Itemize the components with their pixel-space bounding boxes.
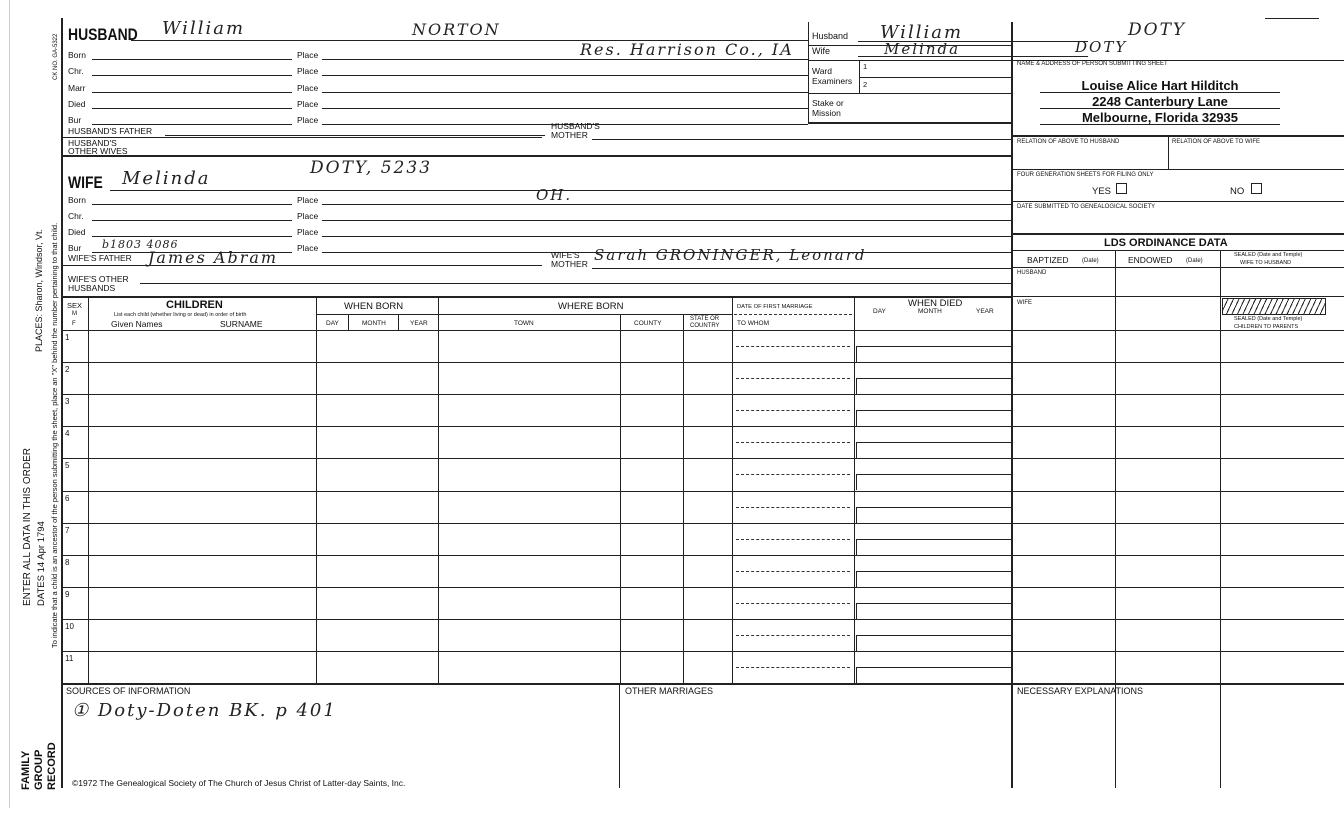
wifes-other-husbands-label-2: HUSBANDS	[68, 283, 116, 293]
husband-chr-place-label: Place	[297, 66, 319, 76]
rh-husband-value: William	[880, 22, 964, 43]
lds-row-divider	[1011, 619, 1344, 620]
submitter-city: Melbourne, Florida 32935	[1081, 110, 1239, 125]
endowed-date-label: (Date)	[1186, 258, 1203, 264]
no-checkbox[interactable]	[1251, 183, 1262, 194]
wifes-other-husbands-label-1: WIFE'S OTHER	[68, 274, 129, 284]
wife-died-label: Died	[68, 227, 86, 237]
fgr-record: RECORD	[46, 742, 58, 790]
stake-label-1: Stake or	[812, 98, 844, 108]
lds-row-divider	[1011, 394, 1344, 395]
sources-value: ① Doty-Doten BK. p 401	[72, 700, 337, 721]
sealed-wife-label-2: WIFE TO HUSBAND	[1240, 260, 1292, 266]
wifes-mother-label-2: MOTHER	[551, 259, 588, 269]
died-date-line	[856, 442, 1011, 443]
no-label: NO	[1230, 186, 1245, 197]
relation-wife-label: RELATION OF ABOVE TO WIFE	[1172, 139, 1261, 145]
wife-chr-label: Chr.	[68, 211, 84, 221]
child-row-number: 9	[65, 589, 70, 599]
rh-husband-label: Husband	[812, 31, 849, 41]
sealed-wife-label-1: SEALED (Date and Temple)	[1234, 252, 1303, 258]
wifes-mother-value: Sarah GRONINGER, Leonard	[594, 246, 867, 264]
child-row-divider	[62, 619, 1011, 620]
died-date-tick	[856, 635, 857, 651]
child-row-divider	[62, 555, 1011, 556]
died-date-line	[856, 539, 1011, 540]
state-header-2: COUNTRY	[690, 323, 720, 329]
enter-data-order: ENTER ALL DATA IN THIS ORDER	[22, 448, 33, 606]
surname-header: SURNAME	[220, 319, 263, 329]
child-row-number: 3	[65, 397, 70, 407]
husband-bur-label: Bur	[68, 115, 82, 125]
to-whom-header: TO WHOM	[737, 320, 770, 327]
marriage-date-line	[736, 474, 850, 475]
lds-row-divider	[1011, 491, 1344, 492]
county-header: COUNTY	[634, 320, 662, 327]
child-row-number: 7	[65, 525, 70, 535]
child-row-divider	[62, 362, 1011, 363]
lds-row-divider	[1011, 523, 1344, 524]
sealed-children-label-1: SEALED (Date and Temple)	[1234, 316, 1303, 322]
four-generation-label: FOUR GENERATION SHEETS FOR FILING ONLY	[1017, 172, 1154, 178]
husbands-other-wives-label-1: HUSBAND'S	[68, 138, 117, 148]
copyright: ©1972 The Genealogical Society of The Church of Jesus Christ of Latter-day Saints, Inc.	[72, 778, 406, 788]
rh-wife-value: Melinda	[884, 40, 961, 58]
marriage-date-line	[736, 378, 850, 379]
husband-born-place: Res. Harrison Co., IA	[580, 40, 794, 59]
submitter-street: 2248 Canterbury Lane	[1092, 94, 1228, 109]
dates-order: DATES 14 Apr 1794	[36, 521, 47, 606]
husband-born-place-label: Place	[297, 50, 319, 60]
child-row-number: 1	[65, 333, 70, 342]
endowed-label: ENDOWED	[1128, 255, 1173, 265]
submitter-name: Louise Alice Hart Hilditch	[1081, 78, 1239, 93]
husband-bur-place-label: Place	[297, 115, 319, 125]
wife-born-place: OH.	[536, 186, 573, 204]
died-date-line	[856, 474, 1011, 475]
wife-bur-label: Bur	[68, 243, 82, 253]
yes-checkbox[interactable]	[1116, 183, 1127, 194]
when-died-header: WHEN DIED	[908, 298, 963, 309]
town-header: TOWN	[514, 320, 534, 327]
baptized-label: BAPTIZED	[1027, 255, 1069, 265]
child-row-number: 6	[65, 493, 70, 503]
wife-died-place-label: Place	[297, 227, 319, 237]
child-row-divider	[62, 426, 1011, 427]
where-born-header: WHERE BORN	[558, 301, 624, 312]
lds-wife-label: WIFE	[1017, 300, 1032, 306]
husband-marr-place-label: Place	[297, 83, 319, 93]
child-row-divider	[62, 651, 1011, 652]
born-year-header: YEAR	[410, 320, 428, 327]
lds-husband-label: HUSBAND	[1017, 270, 1047, 276]
examiner-1: 1	[863, 62, 868, 71]
lds-ordinance-title: LDS ORDINANCE DATA	[1104, 237, 1228, 249]
lds-row-divider	[1011, 362, 1344, 363]
necessary-explanations-label: NECESSARY EXPLANATIONS	[1017, 686, 1144, 696]
sex-m-header: M	[72, 311, 77, 317]
died-date-line	[856, 635, 1011, 636]
husband-born-label: Born	[68, 50, 86, 60]
wife-bur-value: b1803 4086	[102, 238, 179, 251]
sealed-hatch-block	[1222, 298, 1326, 315]
marriage-date-line	[736, 410, 850, 411]
sources-label: SOURCES OF INFORMATION	[66, 686, 191, 696]
wifes-father-value: James Abram	[148, 248, 279, 267]
when-born-header: WHEN BORN	[344, 301, 404, 312]
died-date-tick	[856, 378, 857, 394]
child-ancestor-note: To indicate that a child is an ancestor of the person submitting the sheet, place an "X" behind the number pertaining to that child.	[50, 222, 59, 648]
state-header-1: STATE OR	[690, 316, 720, 322]
died-month-header: MONTH	[918, 308, 942, 315]
died-date-line	[856, 571, 1011, 572]
ck-number: CK NO. GA-5322	[53, 33, 59, 80]
wife-surname: DOTY, 5233	[310, 158, 433, 178]
rh-wife-label: Wife	[812, 46, 830, 56]
died-date-tick	[856, 507, 857, 523]
marriage-date-line	[736, 507, 850, 508]
husband-died-label: Died	[68, 99, 86, 109]
husband-surname: NORTON	[412, 20, 501, 39]
lds-row-divider	[1011, 587, 1344, 588]
died-date-tick	[856, 539, 857, 555]
marriage-date-line	[736, 603, 850, 604]
wife-born-label: Born	[68, 195, 86, 205]
died-date-tick	[856, 571, 857, 587]
child-row-divider	[62, 523, 1011, 524]
examiners-label: Examiners	[812, 76, 853, 86]
marriage-date-line	[736, 346, 850, 347]
marriage-date-line	[736, 442, 850, 443]
marriage-date-line	[736, 539, 850, 540]
marriage-date-line	[736, 571, 850, 572]
marriage-date-line	[736, 635, 850, 636]
sealed-children-label-2: CHILDREN TO PARENTS	[1234, 324, 1299, 330]
child-row-number: 8	[65, 557, 70, 567]
husband-given-name: William	[162, 18, 246, 39]
fgr-group: GROUP	[33, 749, 45, 790]
relation-husband-label: RELATION OF ABOVE TO HUSBAND	[1017, 139, 1120, 145]
places-note: PLACES: Sharon, Windsor, Vt.	[34, 228, 44, 352]
born-month-header: MONTH	[362, 320, 386, 327]
wifes-mother-label-1: WIFE'S	[551, 250, 580, 260]
husband-marr-label: Marr	[68, 83, 86, 93]
lds-row-divider	[1011, 458, 1344, 459]
died-date-tick	[856, 346, 857, 362]
submitter-label: NAME & ADDRESS OF PERSON SUBMITTING SHEET	[1017, 61, 1168, 67]
died-date-tick	[856, 474, 857, 490]
wife-bur-place-label: Place	[297, 243, 319, 253]
child-row-divider	[62, 587, 1011, 588]
died-date-tick	[856, 410, 857, 426]
died-date-line	[856, 603, 1011, 604]
child-row-number: 5	[65, 461, 70, 471]
lds-row-divider	[1011, 555, 1344, 556]
date-submitted-label: DATE SUBMITTED TO GENEALOGICAL SOCIETY	[1017, 204, 1156, 210]
children-header: CHILDREN	[166, 299, 223, 311]
child-row-number: 10	[65, 621, 74, 631]
child-row-number: 4	[65, 429, 70, 439]
husband-died-place-label: Place	[297, 99, 319, 109]
lds-row-divider	[1011, 651, 1344, 652]
died-date-tick	[856, 603, 857, 619]
children-list-note: List each child (whether living or dead) in order of birth	[114, 312, 247, 318]
died-year-header: YEAR	[976, 308, 994, 315]
marriage-date-line	[736, 667, 850, 668]
form-left-border	[61, 18, 63, 788]
wifes-father-label: WIFE'S FATHER	[68, 253, 132, 263]
born-day-header: DAY	[326, 320, 339, 327]
died-date-line	[856, 346, 1011, 347]
examiner-2: 2	[863, 80, 868, 89]
husbands-other-wives-label-2: OTHER WIVES	[68, 146, 128, 156]
died-date-line	[856, 667, 1011, 668]
sex-header: SEX	[67, 301, 83, 310]
husbands-mother-label-2: MOTHER	[551, 130, 588, 140]
sex-f-header: F	[72, 321, 76, 327]
died-date-line	[856, 507, 1011, 508]
yes-label: YES	[1092, 186, 1112, 197]
lds-row-divider	[1011, 426, 1344, 427]
stake-label-2: Mission	[812, 108, 841, 118]
child-row-divider	[62, 394, 1011, 395]
ward-label: Ward	[812, 66, 832, 76]
wife-given-name: Melinda	[122, 168, 211, 189]
wife-label: WIFE	[68, 173, 103, 192]
died-date-line	[856, 410, 1011, 411]
died-date-line	[856, 378, 1011, 379]
died-day-header: DAY	[873, 308, 886, 315]
husband-chr-label: Chr.	[68, 66, 84, 76]
child-row-number: 2	[65, 365, 70, 375]
baptized-date-label: (Date)	[1082, 258, 1099, 264]
husbands-mother-label-1: HUSBAND'S	[551, 121, 600, 131]
wife-chr-place-label: Place	[297, 211, 319, 221]
child-row-divider	[62, 491, 1011, 492]
given-names-header: Given Names	[111, 319, 163, 329]
rh-wife-surname: DOTY	[1075, 38, 1128, 56]
husband-label: HUSBAND	[68, 25, 138, 44]
rh-husband-surname: DOTY	[1128, 20, 1187, 40]
wife-born-place-label: Place	[297, 195, 319, 205]
died-date-tick	[856, 442, 857, 458]
other-marriages-label: OTHER MARRIAGES	[625, 686, 714, 696]
fgr-family: FAMILY	[20, 750, 32, 790]
first-marriage-header: DATE OF FIRST MARRIAGE	[737, 304, 813, 310]
died-date-tick	[856, 667, 857, 683]
child-row-number: 11	[65, 654, 74, 663]
husbands-father-label: HUSBAND'S FATHER	[68, 126, 153, 136]
child-row-divider	[62, 458, 1011, 459]
